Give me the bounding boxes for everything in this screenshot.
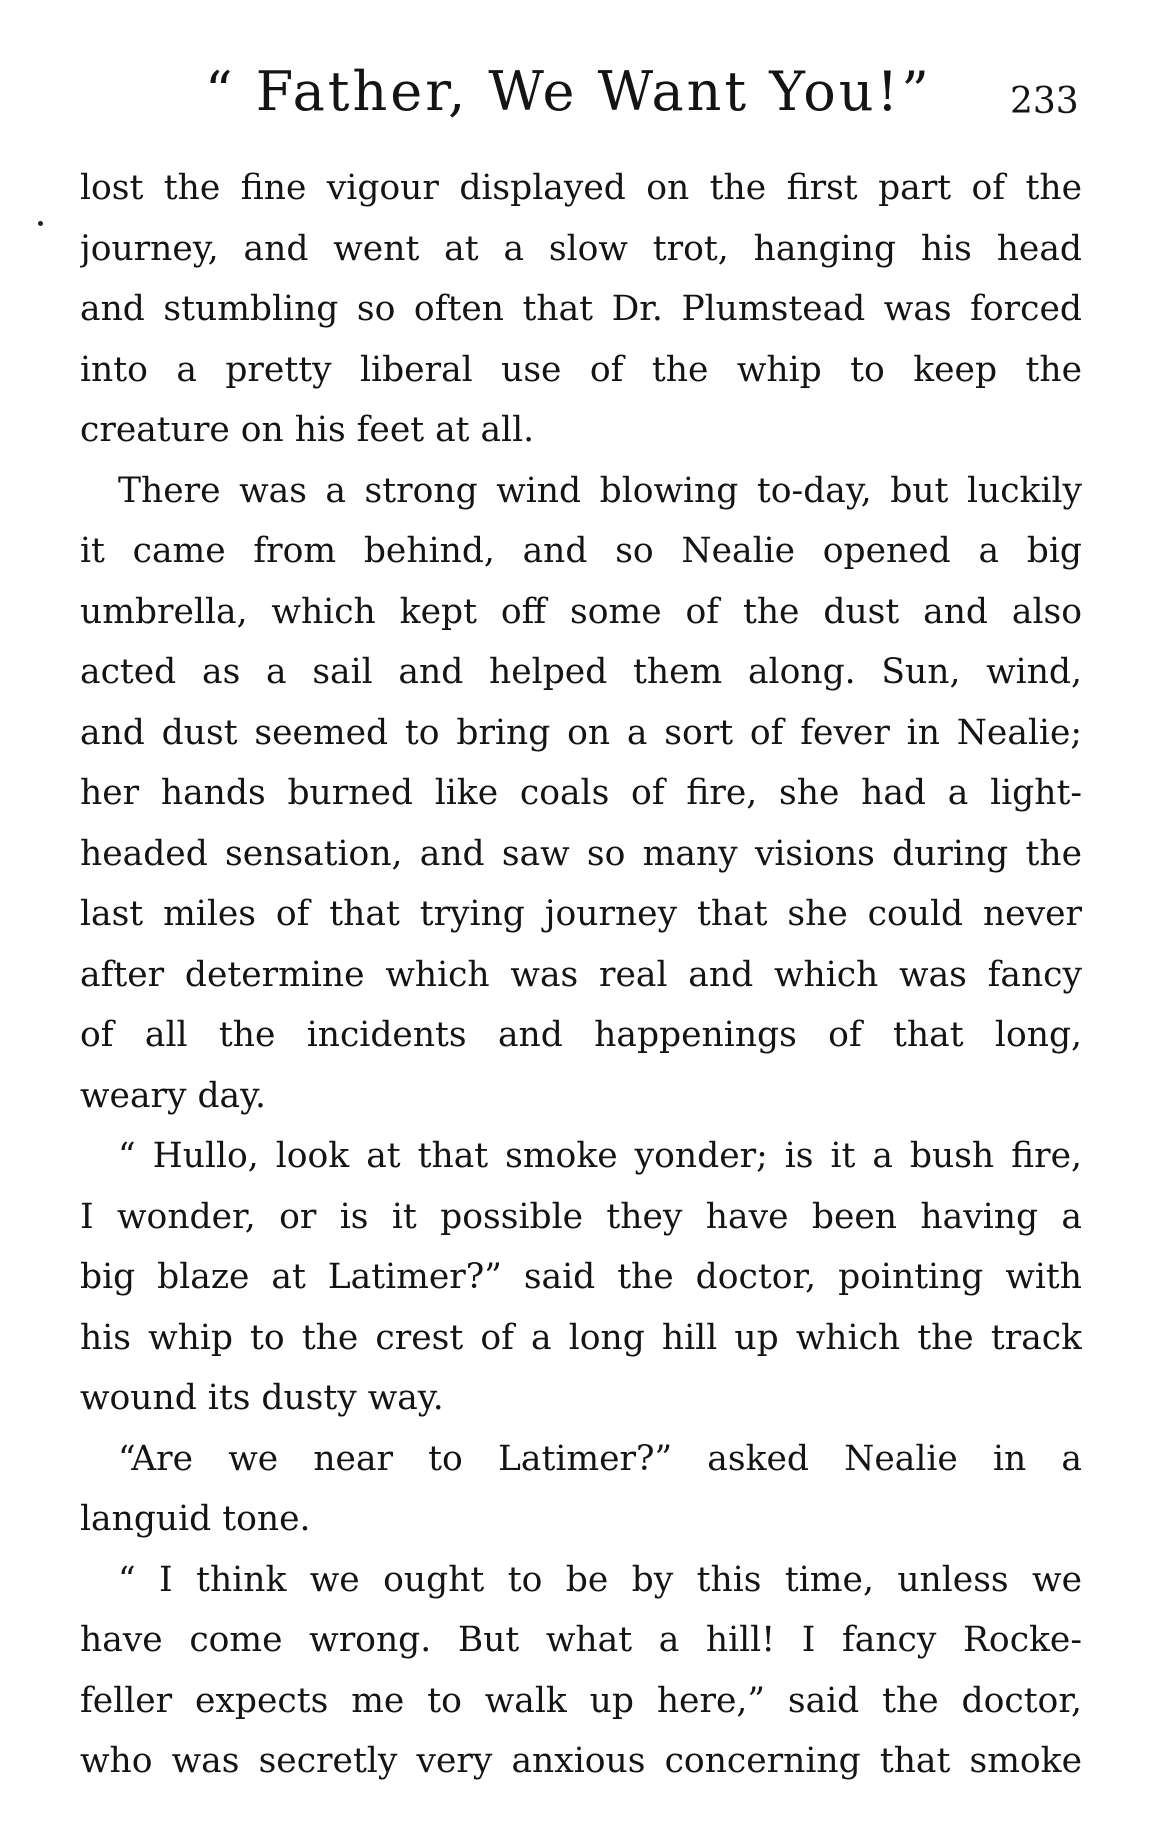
text-line: “Are we near to Latimer?” asked Nealie in a <box>118 1438 1082 1479</box>
text-line: her hands burned like coals of fire, she had a light- <box>80 773 1082 813</box>
text-line: after determine which was real and which was fancy <box>80 954 1082 995</box>
paragraph-2 <box>80 461 1082 1127</box>
text-line: into a pretty liberal use of the whip to keep the <box>80 349 1082 390</box>
text-line: “ Hullo, look at that smoke yonder; is it a bush fire, <box>118 1136 1082 1176</box>
text-line: creature on his feet at all. <box>80 410 535 450</box>
running-title: “ Father, We Want You!” <box>205 60 932 123</box>
text-line: his whip to the crest of a long hill up which the track <box>80 1317 1082 1358</box>
text-line: and dust seemed to bring on a sort of fever in Nealie; <box>80 712 1082 753</box>
text-line: There was a strong wind blowing to-day, but luckily <box>118 470 1082 511</box>
text-line: big blaze at Latimer?” said the doctor, pointing with <box>80 1257 1082 1297</box>
paragraph-4 <box>80 1429 1082 1550</box>
text-line: umbrella, which kept off some of the dust and also <box>80 591 1082 632</box>
text-line: lost the fine vigour displayed on the first part of the <box>80 168 1082 208</box>
text-line: weary day. <box>80 1075 266 1116</box>
text-line: acted as a sail and helped them along. Sun, wind, <box>80 652 1082 692</box>
page-number: 233 <box>1010 81 1079 122</box>
text-line: languid tone. <box>80 1499 311 1539</box>
text-line: last miles of that trying journey that she could never <box>80 894 1082 934</box>
page-header <box>0 52 1161 132</box>
text-line: wound its dusty way. <box>80 1378 444 1418</box>
margin-speck <box>38 221 43 226</box>
text-line: I wonder, or is it possible they have been having a <box>80 1196 1082 1237</box>
body-text <box>80 158 1082 1792</box>
text-line: it came from behind, and so Nealie opened a big <box>80 531 1082 571</box>
text-line: feller expects me to walk up here,” said the doctor, <box>80 1680 1082 1721</box>
paragraph-1 <box>80 158 1082 461</box>
paragraph-3 <box>80 1126 1082 1429</box>
text-line: who was secretly very anxious concerning that smoke <box>80 1741 1082 1781</box>
text-line: of all the incidents and happenings of that long, <box>80 1015 1082 1055</box>
paragraph-5 <box>80 1550 1082 1792</box>
text-line: journey, and went at a slow trot, hanging his head <box>80 228 1082 269</box>
text-line: have come wrong. But what a hill! I fancy Rocke- <box>80 1620 1082 1660</box>
text-line: “ I think we ought to be by this time, unless we <box>118 1559 1082 1600</box>
text-line: and stumbling so often that Dr. Plumstead was forced <box>80 289 1082 329</box>
text-line: headed sensation, and saw so many visions during the <box>80 833 1082 874</box>
